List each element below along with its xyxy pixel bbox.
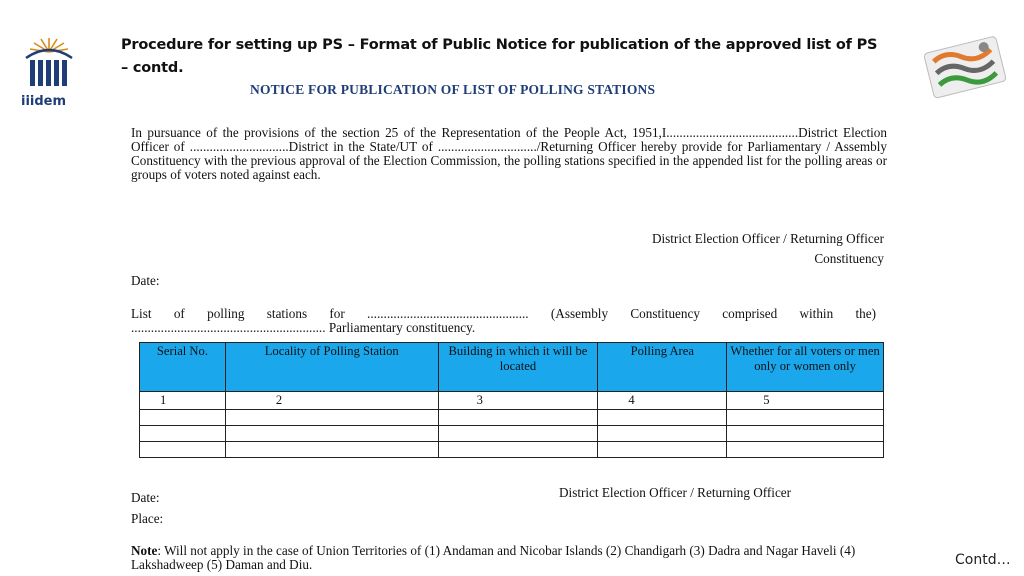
column-number-2: 2 [225,392,438,410]
column-number-4: 4 [598,392,727,410]
slide-title [121,34,891,80]
column-number-3: 3 [438,392,598,410]
date-label-1: Date: [131,273,160,288]
slide-title-line-2: – contd. [121,60,184,76]
table-row [140,410,884,426]
iiidem-emblem-icon [20,30,78,110]
notice-heading: NOTICE FOR PUBLICATION OF LIST OF POLLING STATIONS [250,82,656,97]
table-header-row [140,343,884,392]
header-polling-area: Polling Area [598,343,727,392]
signature-block-2: District Election Officer / Returning Officer [559,485,792,500]
iiidem-logo [20,30,78,110]
signature-block-1: District Election Officer / Returning Officer [651,231,884,246]
note-label: Note [131,543,158,558]
table-row [140,392,884,410]
contd-label: Contd… [955,552,1011,568]
column-number-5: 5 [727,392,884,410]
ballot-logo-icon [918,34,1014,100]
table-row [140,426,884,442]
iiidem-logo-text: iiidem [21,94,67,109]
list-of-polling-stations-text: List of polling stations for ................................................. (Assembly Constituency comprised within the) ........................................................... Parliamentary constituency. [131,306,876,335]
slide-title-line-1: Procedure for setting up PS – Format of Public Notice for publication of the approved list of PS [121,37,878,53]
header-building: Building in which it will be located [438,343,598,392]
column-number-1: 1 [140,392,226,410]
note-text [131,544,887,572]
header-serial-no: Serial No. [140,343,226,392]
notice-paragraph: In pursuance of the provisions of the section 25 of the Representation of the People Act, 1951,I........................................District Election Officer of ..............................District in the State/UT of ............................../Returning Officer hereby provide for Parliamentary / Assembly Constituency with the previous approval of the Election Commission, the polling stations specified in the appended list for the polling areas or groups of voters noted against each. [131,125,887,182]
polling-stations-table [139,342,884,458]
table-row [140,442,884,458]
date-label-2: Date: [131,490,160,505]
place-label: Place: [131,511,164,526]
header-voter-type: Whether for all voters or men only or women only [727,343,884,392]
header-locality: Locality of Polling Station [225,343,438,392]
signature-constituency: Constituency [814,251,884,266]
note-body: : Will not apply in the case of Union Territories of (1) Andaman and Nicobar Islands (2) Chandigarh (3) Dadra and Nagar Haveli (4) Lakshadweep (5) Daman and Diu. [131,543,856,572]
eci-logo [918,34,1014,100]
